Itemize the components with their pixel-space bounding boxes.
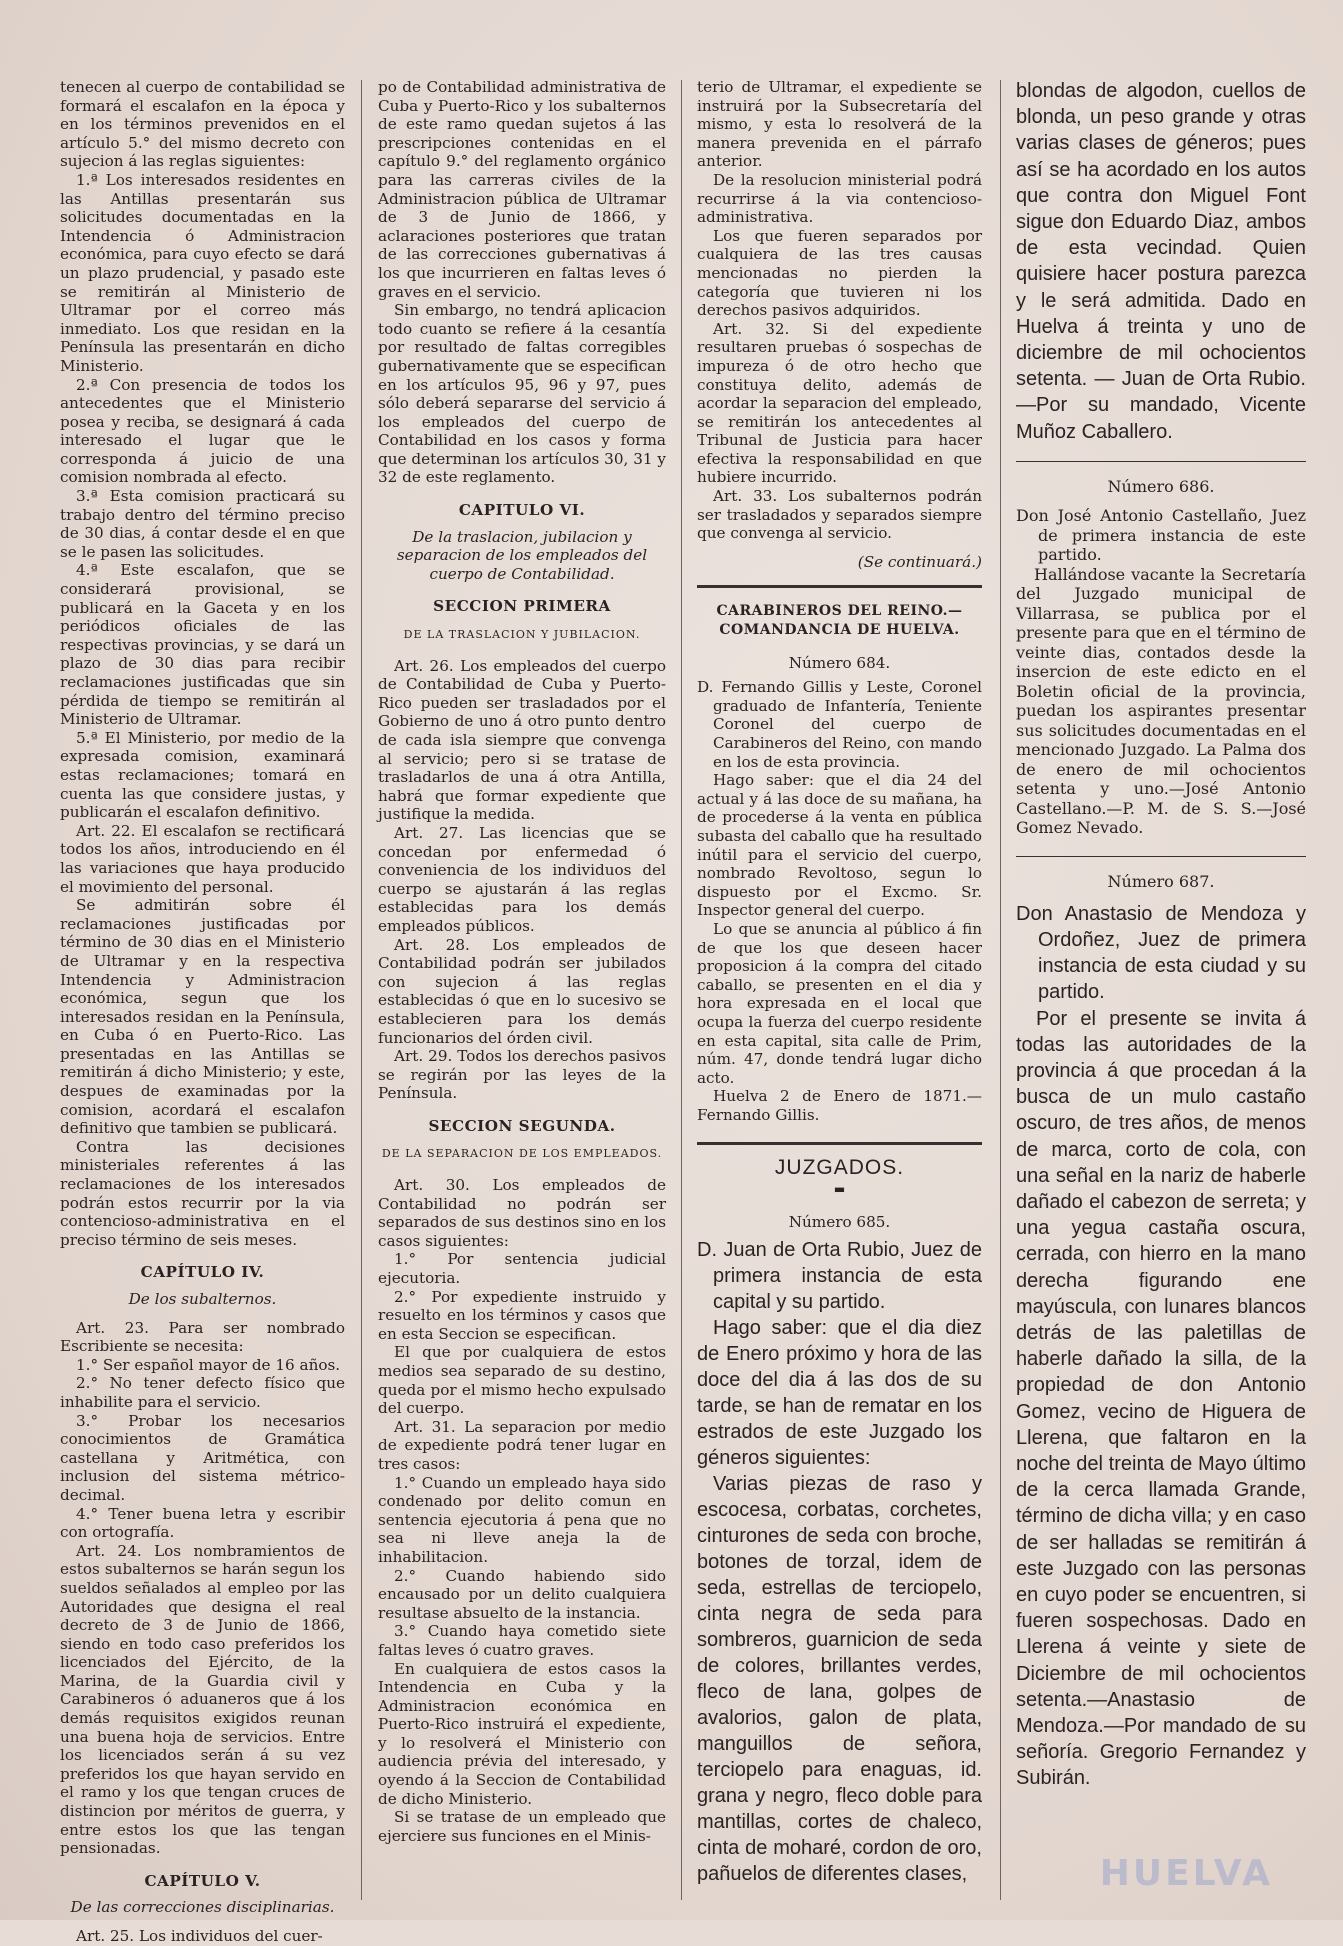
paragraph: 1.ª Los interesados residentes en las Antillas presentarán sus solicitudes documentadas en la Intendencia ó Administracion económica, para cuyo efecto se dará un plazo prudencial, y pasado este se remitirán al Ministerio de Ultramar por el correo más inmediato. Los que residan en la Península las presentarán en dicho Ministerio. [60, 170, 345, 375]
paragraph: Varias piezas de raso y escocesa, corbatas, corchetes, cinturones de seda con broche, botones de torzal, idem de seda, estrellas de terciopelo, cinta negra de seda para sombreros, guarnicion de seda de colores, brillantes verdes, fleco de lana, golpes de avalorios, galon de plata, manguillos de señora, terciopelo para enaguas, id. grana y negro, fleco doble para mantillas, cortes de chaleco, cinta de moharé, cordon de oro, pañuelos de diferentes clases, [697, 1473, 982, 1886]
paragraph: 4.° Tener buena letra y escribir con ortografía. [60, 1504, 345, 1542]
section-subtitle: DE LA TRASLACION Y JUBILACION. [403, 628, 641, 642]
watermark: HUELVA [1099, 1853, 1273, 1894]
paragraph: Los que fueren separados por cualquiera de las tres causas mencionadas no pierden la categoría que tuvieren ni los derechos pasivos adquiridos. [697, 226, 982, 320]
notice-number: Número 686. [1107, 476, 1215, 496]
paragraph: Hago saber: que el dia diez de Enero próximo y hora de las doce del dia á las dos de su tarde, se han de rematar en los estrados de este Juzgado los géneros siguientes: [697, 1317, 982, 1470]
notice-number: Número 684. [788, 653, 891, 672]
section-rule [1016, 461, 1306, 462]
column-2 [378, 78, 666, 1900]
column-4 [1016, 78, 1306, 1900]
paragraph: 3.° Probar los necesarios conocimientos de Gramática castellana y Aritmética, con inclusion del sistema métrico-decimal. [60, 1411, 345, 1504]
chapter-subtitle: De la traslacion, jubilacion y separacion de los empleados del cuerpo de Contabilidad. [396, 527, 648, 583]
paragraph: Art. 28. Los empleados de Contabilidad podrán ser jubilados con sujecion á las reglas establecidas ó que en lo sucesivo se establecieren para los demás funcionarios del órden civil. [378, 935, 666, 1047]
paragraph: 1.° Por sentencia judicial ejecutoria. [378, 1250, 666, 1288]
paragraph: Hago saber: que el dia 24 del actual y á las doce de su mañana, ha de procederse á la venta en pública subasta del caballo que ha resultado inútil para el servicio del cuerpo, nombrado Revoltoso, segun lo dispuesto por el Excmo. Sr. Inspector general del cuerpo. [697, 771, 982, 920]
section-rule [697, 585, 982, 588]
paragraph: Lo que se anuncia al público á fin de que los que deseen hacer proposicion á la compra del citado caballo, se presenten en el dia y hora expresada en el local que ocupa la fuerza del cuerpo residente en esta capital, sita calle de Prim, núm. 47, donde tendrá lugar dicho acto. [697, 919, 982, 1087]
paragraph: Se admitirán sobre él reclamaciones justificadas por término de 30 dias en el Ministerio de Ultramar y en la respectiva Intendencia y Administracion económica, segun que los interesados residan en la Península, en Cuba ó en Puerto-Rico. Las presentadas en las Antillas se remitirán á dicho Ministerio; y este, despues de examinadas por la comision, acordará el escalafon definitivo que tambien se publicará. [60, 896, 345, 1138]
continued-note: (Se continuará.) [857, 552, 982, 571]
notice-number: Número 685. [788, 1212, 891, 1231]
chapter-subtitle: De las correcciones disciplinarias. [70, 1898, 335, 1917]
chapter-heading: CAPÍTULO IV. [140, 1263, 265, 1282]
paragraph: Huelva 2 de Enero de 1871.—Fernando Gillis. [697, 1087, 982, 1124]
paragraph: Art. 30. Los empleados de Contabilidad no podrán ser separados de sus destinos sino en los casos siguientes: [378, 1176, 666, 1250]
column-1 [60, 78, 345, 1945]
paragraph: tenecen al cuerpo de contabilidad se formará el escalafon en la época y en los términos prevenidos en el artículo 5.° del mismo decreto con sujecion á las reglas siguientes: [60, 78, 345, 171]
paragraph: Art. 26. Los empleados del cuerpo de Contabilidad de Cuba y Puerto-Rico pueden ser trasladados por el Gobierno de uno á otro punto dentro de cada isla siempre que convenga al servicio; pero si se tratase de trasladarlos de una á otra Antilla, habrá que formar expediente que justifique la medida. [378, 656, 666, 824]
paragraph: po de Contabilidad administrativa de Cuba y Puerto-Rico y los subalternos de este ramo quedan sujetos á las prescripciones contenidas en el capítulo 9.° del reglamento orgánico para las carreras civiles de la Administracion pública de Ultramar de 3 de Junio de 1866, y aclaraciones posteriores que tratan de las correcciones gubernativas á los que incurrieren en faltas leves ó graves en el servicio. [378, 78, 666, 301]
paragraph: Si se tratase de un empleado que ejerciere sus funciones en el Minis- [378, 1808, 666, 1845]
column-divider [361, 80, 362, 1900]
paragraph: Art. 27. Las licencias que se concedan por enfermedad ó conveniencia de los individuos del cuerpo se ajustarán á las reglas establecidas para los demás empleados públicos. [378, 823, 666, 935]
paragraph: 3.° Cuando haya cometido siete faltas leves ó cuatro graves. [378, 1622, 666, 1659]
paragraph: En cualquiera de estos casos la Intendencia en Cuba y la Administracion económica en Puerto-Rico instruirá el expediente, y lo resolverá el Ministerio con audiencia prévia del interesado, y oyendo á la Seccion de Contabilidad de dicho Ministerio. [378, 1659, 666, 1808]
paragraph: D. Juan de Orta Rubio, Juez de primera instancia de esta capital y su partido. [697, 1239, 982, 1314]
paragraph: Art. 23. Para ser nombrado Escribiente se necesita: [60, 1318, 345, 1356]
section-heading: JUZGADOS. [774, 1156, 905, 1180]
paragraph: Art. 22. El escalafon se rectificará todos los años, introduciendo en él las variaciones que haya producido el movimiento del personal. [60, 821, 345, 896]
section-rule [1016, 856, 1306, 857]
paragraph: blondas de algodon, cuellos de blonda, un peso grande y otras varias clases de géneros; pues así se ha acordado en los autos que contra don Miguel Font sigue don Eduardo Diaz, ambos de esta vecindad. Quien quisiere hacer postura parezca y le será admitida. Dado en Huelva á treinta y uno de diciembre de mil ochocientos setenta. — Juan de Orta Rubio.—Por su mandado, Vicente Muñoz Caballero. [1016, 80, 1306, 443]
column-divider [1000, 80, 1001, 1900]
paragraph: 2.° Por expediente instruido y resuelto en los términos y casos que en esta Seccion se especifican. [378, 1287, 666, 1343]
chapter-heading: CAPITULO VI. [458, 501, 586, 520]
paragraph: terio de Ultramar, el expediente se instruirá por la Subsecretaría del mismo, y esta lo resolverá de la manera prevenida en el párrafo anterior. [697, 78, 982, 171]
paragraph: Art. 29. Todos los derechos pasivos se regirán por las leyes de la Península. [378, 1047, 666, 1103]
paragraph: 5.ª El Ministerio, por medio de la expresada comision, examinará estas reclamaciones; tomará en cuenta las que considere justas, y publicarán el escalafon definitivo. [60, 728, 345, 822]
column-3 [697, 78, 982, 1900]
paragraph: D. Fernando Gillis y Leste, Coronel graduado de Infantería, Teniente Coronel del cuerpo de Carabineros del Reino, con mando en los de esta provincia. [697, 678, 982, 771]
paragraph: Art. 33. Los subalternos podrán ser trasladados y separados siempre que convenga al servicio. [697, 487, 982, 543]
section-subtitle: DE LA SEPARACION DE LOS EMPLEADOS. [381, 1147, 663, 1161]
section-heading: SECCION SEGUNDA. [428, 1116, 616, 1135]
paragraph: Hallándose vacante la Secretaría del Juzgado municipal de Villarrasa, se publica por el presente para que en el término de veinte dias, contados desde la insercion de este edicto en el Boletin oficial de la provincia, puedan los aspirantes presentar sus solicitudes documentadas en el mencionado Juzgado. La Palma dos de enero de mil ochocientos setenta y uno.—José Antonio Castellano.—P. M. de S. S.—José Gomez Nevado. [1016, 564, 1306, 838]
paragraph: Sin embargo, no tendrá aplicacion todo cuanto se refiere á la cesantía por resultado de faltas corregibles gubernativamente que se especifican en los artículos 95, 96 y 97, pues sólo deberá separarse del servicio á los empleados del cuerpo de Contabilidad en los casos y forma que determinan los artículos 30, 31 y 32 de este reglamento. [378, 301, 666, 487]
column-divider [681, 80, 682, 1900]
ornament-dash: ▬ [833, 1182, 846, 1197]
paragraph: 2.° No tener defecto físico que inhabilite para el servicio. [60, 1374, 345, 1411]
notice-number: Número 687. [1107, 871, 1215, 891]
section-heading: CARABINEROS DEL REINO.—COMANDANCIA DE HUELVA. [716, 603, 963, 639]
paragraph: El que por cualquiera de estos medios sea separado de su destino, queda por el mismo hecho expulsado del cuerpo. [378, 1343, 666, 1418]
paragraph: Art. 25. Los individuos del cuer- [76, 1927, 323, 1945]
section-heading: SECCION PRIMERA [433, 597, 611, 616]
paragraph: De la resolucion ministerial podrá recurrirse á la via contencioso-administrativa. [697, 170, 982, 227]
paragraph: Don Anastasio de Mendoza y Ordoñez, Juez de primera instancia de esta ciudad y su partido. [1016, 902, 1306, 1004]
paragraph: Contra las decisiones ministeriales referentes á las reclamaciones de los interesados podrán estos recurrir por la via contencioso-administrativa en el preciso término de seis meses. [60, 1137, 345, 1249]
paragraph: Art. 31. La separacion por medio de expediente podrá tener lugar en tres casos: [378, 1417, 666, 1473]
paragraph: Art. 24. Los nombramientos de estos subalternos se harán segun los sueldos señalados al empleo por las Autoridades que designa el real decreto de 3 de Junio de 1866, siendo en todo caso preferidos los licenciados del Ejército, de la Marina, de la Guardia civil y Carabineros ó aduaneros que á los demás requisitos exigidos reunan una buena hoja de servicios. Entre los licenciados serán á su vez preferidos los que hayan servido en el ramo y los que tengan cruces de distincion por méritos de guerra, y entre estos los que las tengan pensionadas. [60, 1541, 345, 1858]
paragraph: Por el presente se invita á todas las autoridades de la provincia á que procedan á la busca de un mulo castaño oscuro, de tres años, de menos de marca, corto de cola, con una señal en la nariz de haberle dañado el cabezon de serreta; y una yegua castaña oscura, cerrada, con hierro en la mano derecha figurando ene mayúscula, con lunares blancos detrás de las paletillas de haberle dañado la silla, de la propiedad de don Antonio Gomez, vecino de Higuera de Llerena, que faltaron en la noche del treinta de Mayo último de la cerca llamada Grande, término de dicha villa; y en caso de ser halladas se remitirán á este Juzgado con las personas en cuyo poder se encuentren, si fueren sospechosas. Dado en Llerena á veinte y siete de Diciembre de mil ochocientos setenta.—Anastasio de Mendoza.—Por mandado de su señoría. Gregorio Fernandez y Subirán. [1016, 1007, 1306, 1790]
section-rule [697, 1142, 982, 1145]
paragraph: 3.ª Esta comision practicará su trabajo dentro del término preciso de 30 dias, á contar desde el en que se le pasen las solicitudes. [60, 487, 345, 561]
chapter-subtitle: De los subalternos. [128, 1290, 277, 1308]
paragraph: 1.° Cuando un empleado haya sido condenado por delito comun en sentencia ejecutoria á pena que no sea ni lleve aneja la de inhabilitacion. [378, 1473, 666, 1566]
paragraph: Don José Antonio Castellaño, Juez de primera instancia de este partido. [1016, 506, 1306, 565]
paragraph: 2.ª Con presencia de todos los antecedentes que el Ministerio posea y reciba, se designará á cada interesado el lugar que le corresponda á juicio de una comision nombrada al efecto. [60, 375, 345, 487]
paragraph: 1.° Ser español mayor de 16 años. [76, 1355, 341, 1374]
paragraph: 2.° Cuando habiendo sido encausado por un delito cualquiera resultase absuelto de la instancia. [378, 1566, 666, 1622]
paragraph: Art. 32. Si del expediente resultaren pruebas ó sospechas de impureza ó de otro hecho que constituya delito, además de acordar la separacion del empleado, se remitirán los antecedentes al Tribunal de Justicia para hacer efectiva la responsabilidad en que hubiere incurrido. [697, 319, 982, 487]
paragraph: 4.ª Este escalafon, que se considerará provisional, se publicará en la Gaceta y en los periódicos oficiales de las respectivas provincias, y se dará un plazo de 30 dias para recibir reclamaciones justificadas que sin pérdida de tiempo se remitirán al Ministerio de Ultramar. [60, 561, 345, 729]
chapter-heading: CAPÍTULO V. [144, 1871, 261, 1890]
